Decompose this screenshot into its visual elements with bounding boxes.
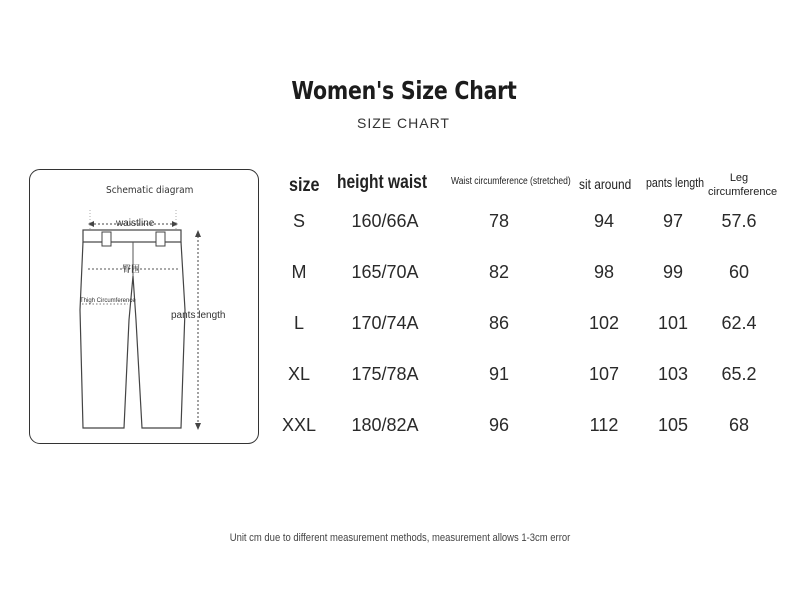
cell-height-waist: 175/78A <box>351 364 419 384</box>
cell-height-waist: 170/74A <box>351 313 419 333</box>
cell-size: XXL <box>281 415 317 435</box>
cell-waist: 96 <box>488 415 510 435</box>
cell-height-waist: 165/70A <box>351 262 419 282</box>
cell-leg: 65.2 <box>721 364 757 384</box>
schematic-diagram-label: Schematic diagram <box>106 185 194 196</box>
waistline-label: waistline <box>116 218 155 229</box>
cell-height-waist: 180/82A <box>351 415 419 435</box>
measurement-note: Unit cm due to different measurement methods, measurement allows 1-3cm error <box>229 532 571 544</box>
header-leg-circumference: Leg circumference <box>708 172 778 198</box>
header-size: size <box>289 175 320 196</box>
pants-length-label: pants length <box>171 310 226 321</box>
cell-pants-length: 105 <box>657 415 689 435</box>
cell-leg: 68 <box>728 415 750 435</box>
cell-sit-around: 98 <box>593 262 615 282</box>
cell-leg: 62.4 <box>721 313 757 333</box>
hip-label: 臀围 <box>122 264 141 274</box>
cell-pants-length: 103 <box>657 364 689 384</box>
cell-pants-length: 101 <box>657 313 689 333</box>
header-height-waist: height waist <box>337 172 428 193</box>
cell-pants-length: 99 <box>662 262 684 282</box>
cell-size: XL <box>287 364 311 384</box>
cell-waist: 86 <box>488 313 510 333</box>
header-sit-around: sit around <box>579 176 632 192</box>
cell-waist: 82 <box>488 262 510 282</box>
cell-sit-around: 102 <box>588 313 620 333</box>
cell-leg: 60 <box>728 262 750 282</box>
cell-height-waist: 160/66A <box>351 211 419 231</box>
cell-sit-around: 112 <box>589 415 619 435</box>
pants-illustration <box>30 170 258 443</box>
pants-diagram <box>29 169 259 444</box>
cell-size: S <box>292 211 305 231</box>
cell-size: L <box>293 313 304 333</box>
cell-leg: 57.6 <box>721 211 757 231</box>
header-pants-length: pants length <box>646 175 705 190</box>
cell-waist: 78 <box>488 211 510 231</box>
cell-sit-around: 94 <box>593 211 615 231</box>
cell-size: M <box>291 262 307 282</box>
page-title: Women's Size Chart <box>291 76 517 105</box>
cell-waist: 91 <box>488 364 510 384</box>
cell-pants-length: 97 <box>662 211 684 231</box>
page-subtitle: SIZE CHART <box>357 115 450 131</box>
cell-sit-around: 107 <box>588 364 620 384</box>
thigh-circumference-label: Thigh Circumference <box>80 298 136 304</box>
header-waist-circumference: Waist circumference (stretched) <box>451 176 571 187</box>
